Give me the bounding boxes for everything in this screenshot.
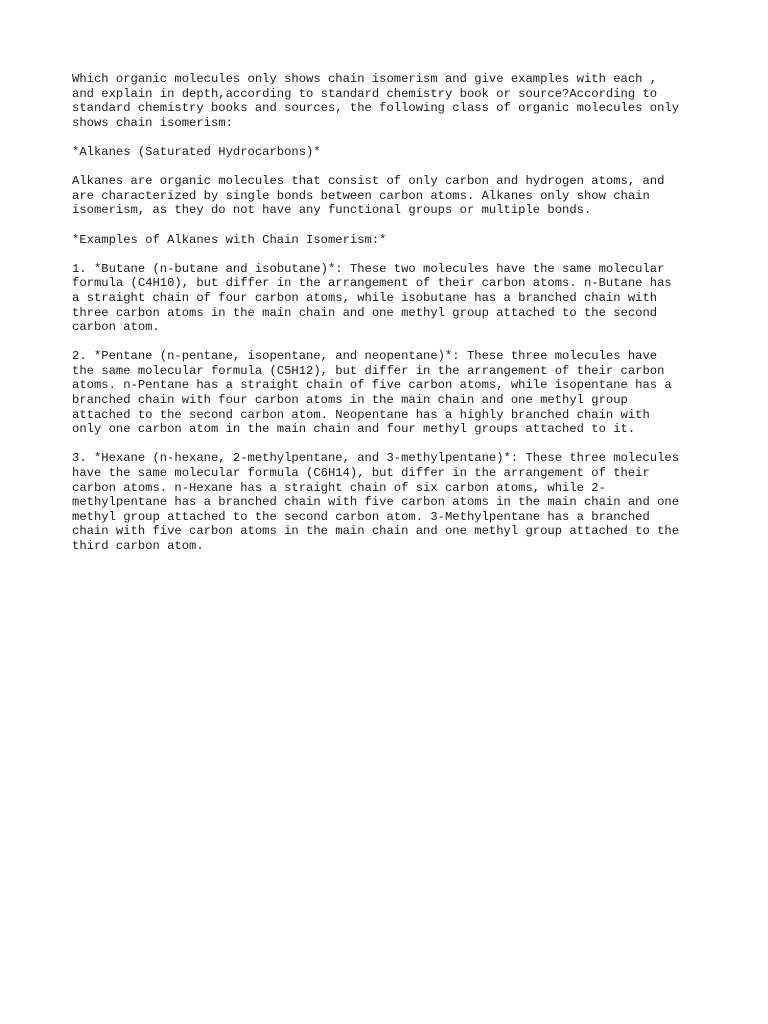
document-page xyxy=(72,72,712,568)
examples-heading: *Examples of Alkanes with Chain Isomerism:* xyxy=(72,232,387,247)
example-butane: 1. *Butane (n-butane and isobutane)*: These two molecules have the same molecular formula (C4H10), but differ in the arrangement of their carbon atoms. n-Butane has a straight chain of four carbon atoms, while isobutane has a branched chain with three carbon atoms in the main chain and one methyl group attached to the second carbon atom. xyxy=(72,261,672,335)
question-paragraph: Which organic molecules only shows chain isomerism and give examples with each , and explain in depth,according to standard chemistry book or source?According to standard chemistry books and sources, the following class of organic molecules only shows chain isomerism: xyxy=(72,72,680,130)
alkanes-heading: *Alkanes (Saturated Hydrocarbons)* xyxy=(72,144,321,159)
example-pentane: 2. *Pentane (n-pentane, isopentane, and neopentane)*: These three molecules have the same molecular formula (C5H12), but differ in the arrangement of their carbon atoms. n-Pentane has a straight chain of five carbon atoms, while isopentane has a branched chain with four carbon atoms in the main chain and one methyl group attached to the second carbon atom. Neopentane has a highly branched chain with only one carbon atom in the main chain and four methyl groups attached to it. xyxy=(72,349,672,437)
alkanes-description: Alkanes are organic molecules that consist of only carbon and hydrogen atoms, and are characterized by single bonds between carbon atoms. Alkanes only show chain isomerism, as they do not have any functional groups or multiple bonds. xyxy=(72,174,665,218)
example-hexane: 3. *Hexane (n-hexane, 2-methylpentane, and 3-methylpentane)*: These three molecules have the same molecular formula (C6H14), but differ in the arrangement of their carbon atoms. n-Hexane has a straight chain of six carbon atoms, while 2- methylpentane has a branched chain with five carbon atoms in the main chain and one methyl group attached to the second carbon atom. 3-Methylpentane has a branched chain with five carbon atoms in the main chain and one methyl group attached to the third carbon atom. xyxy=(72,451,680,553)
